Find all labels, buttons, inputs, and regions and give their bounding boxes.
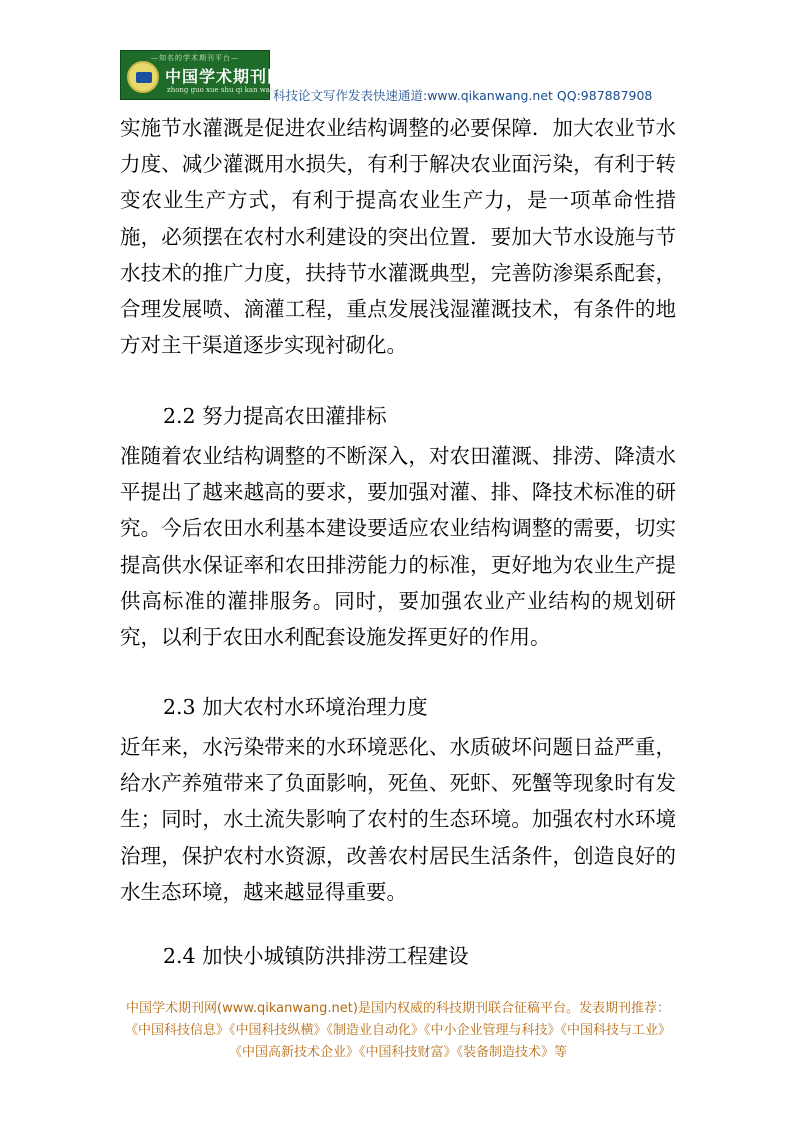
logo-name: 中国学术期刊网 [165,67,285,86]
paragraph-3: 近年来，水污染带来的水环境恶化、水质破坏问题日益严重，给水产养殖带来了负面影响，死鱼、死虾、死蟹等现象时有发生；同时，水土流失影响了农村的生态环境。加强农村水环境治理，保护农村水资源，改善农村居民生活条件，创造良好的水生态环境，越来越显得重要。 [120,735,676,904]
footer-notice: 中国学术期刊网(www.qikanwang.net)是国内权威的科技期刊联合征稿平台。发表期刊推荐：《中国科技信息》《中国科技纵横》《制造业自动化》《中小企业管理与科技》《中国科技与工业》《中国高新技术企业》《中国科技财富》《装备制造技术》等 [124,1001,671,1060]
site-logo [120,50,285,100]
header-link[interactable]: 科技论文写作发表快速通道:www.qikanwang.net QQ:987887908 [273,88,653,103]
section-heading-2-2: 2.2 努力提高农田灌排标 [163,404,387,428]
paragraph-1: 实施节水灌溉是促进农业结构调整的必要保障．加大农业节水力度、减少灌溉用水损失，有利于解决农业面污染，有利于转变农业生产方式，有利于提高农业生产力，是一项革命性措施，必须摆在农村水利建设的突出位置．要加大节水设施与节水技术的推广力度，扶持节水灌溉典型，完善防渗渠系配套，合理发展喷、滴灌工程，重点发展浅湿灌溉技术，有条件的地方对主干渠道逐步实现衬砌化。 [120,116,676,358]
logo-pinyin: zhong guo xue shu qi kan wang [167,86,279,94]
book-icon [127,61,159,93]
logo-tagline: —知名的学术期刊平台— [151,54,239,62]
paragraph-2: 准随着农业结构调整的不断深入，对农田灌溉、排涝、降渍水平提出了越来越高的要求，要加强对灌、排、降技术标准的研究。今后农田水利基本建设要适应农业结构调整的需要，切实提高供水保证率和农田排涝能力的标准，更好地为农业生产提供高标准的灌排服务。同时，要加强农业产业结构的规划研究，以利于农田水利配套设施发挥更好的作用。 [120,444,676,650]
section-heading-2-3: 2.3 加大农村水环境治理力度 [163,695,428,719]
section-heading-2-4: 2.4 加快小城镇防洪排涝工程建设 [163,944,469,968]
